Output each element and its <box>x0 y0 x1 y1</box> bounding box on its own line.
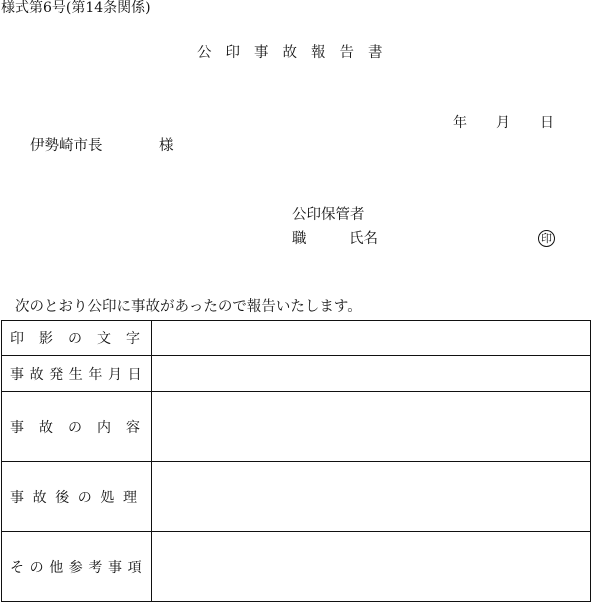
name-label: 氏名 <box>349 231 378 247</box>
row-label: 事故の内容 <box>10 419 155 436</box>
date-line <box>0 116 591 132</box>
date-year-label: 年 <box>453 115 467 131</box>
table-row <box>2 356 591 392</box>
row-value-cell[interactable] <box>152 392 591 462</box>
row-value-cell[interactable] <box>152 532 591 602</box>
row-value-cell[interactable] <box>152 356 591 392</box>
table-row <box>2 392 591 462</box>
row-label: 事故発生年月日 <box>10 366 148 383</box>
position-label: 職 <box>292 231 307 247</box>
addressee-honorific: 様 <box>159 138 174 154</box>
row-label: 印影の文字 <box>10 331 155 347</box>
date-month-label: 月 <box>496 115 510 131</box>
intro-text: 次のとおり公印に事故があったので報告いたします。 <box>15 299 362 315</box>
form-number: 様式第6号(第14条関係) <box>1 0 151 16</box>
row-label-cell <box>2 532 152 602</box>
row-label-cell <box>2 356 152 392</box>
table-row <box>2 462 591 532</box>
row-label: 事故後の処理 <box>10 489 146 506</box>
date-day-label: 日 <box>540 115 554 131</box>
table-row <box>2 532 591 602</box>
report-table <box>1 320 591 602</box>
seal-mark-icon: 印 <box>538 230 555 247</box>
row-value-cell[interactable] <box>152 321 591 356</box>
page-title: 公印事故報告書 <box>197 45 397 61</box>
row-label-cell <box>2 462 152 532</box>
row-label-cell <box>2 321 155 356</box>
table-row <box>2 321 591 356</box>
custodian-heading: 公印保管者 <box>292 207 365 223</box>
row-label: その他参考事項 <box>10 559 148 576</box>
row-label-cell <box>2 392 155 462</box>
addressee-name: 伊勢崎市長 <box>30 138 103 154</box>
row-value-cell[interactable] <box>152 462 591 532</box>
